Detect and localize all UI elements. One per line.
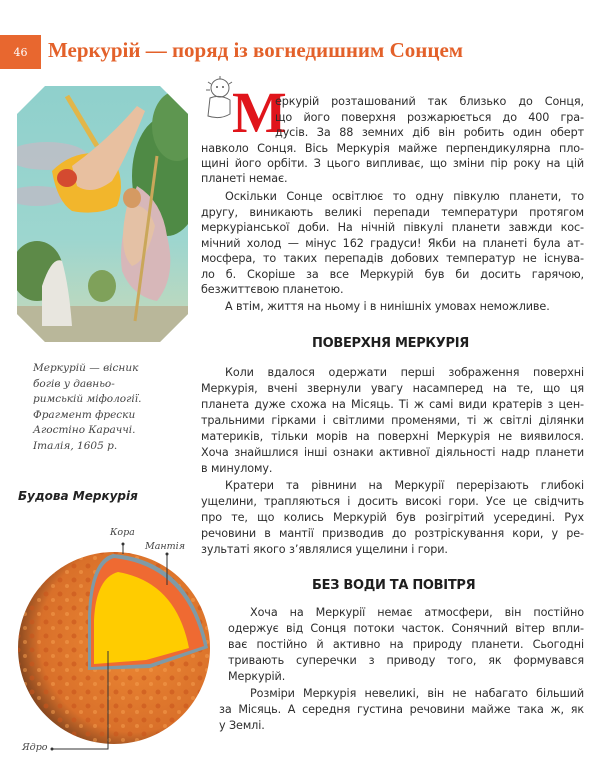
text-line: Оскільки Сонце освітлює то одну півкулю планети, то [225, 190, 584, 203]
text-line: мічний холод — мінус 162 градуси! Якби на планеті була ат- [201, 237, 584, 250]
fresco-painting [17, 86, 188, 342]
text-line: в минулому. [201, 462, 273, 475]
drop-cap: М [232, 80, 287, 145]
page-title: Меркурій — поряд із вогнедишним Сонцем [48, 38, 464, 62]
text-line: ло б. Скоріше за все Меркурій був би досить гарячою, [201, 268, 584, 281]
core-label: Ядро [22, 742, 48, 753]
text-line: про те, що колись Меркурій був розігрітий усередині. Рух [201, 511, 584, 524]
caption-line: римській міфології. [33, 393, 142, 405]
text-line: Меркурій. [228, 670, 286, 683]
text-line: зультаті якого з’являлися ущелини і гори. [201, 543, 448, 556]
crust-label: Кора [110, 527, 135, 538]
text-line: що його поверхня розжарюється до 400 гра- [275, 111, 584, 124]
text-line: Меркурія, вчені звернули увагу насамперед на те, що ця [201, 382, 584, 395]
caption-line: богів у давньо- [33, 377, 115, 390]
text-line: у Землі. [219, 719, 265, 732]
text-line: ває постійно й активно на природу планети. Сьогодні [228, 638, 584, 651]
text-line: речовини в мантії призводив до розтріскування кори, у ре- [201, 527, 584, 540]
text-line: Кратери та рівнини на Меркурії перерізають глибокі [225, 479, 584, 492]
mantle-label: Мантія [145, 541, 185, 552]
structure-diagram-title: Будова Меркурія [18, 489, 138, 503]
text-line: тривають суперечки з приводу того, як формувався [228, 654, 584, 667]
caption-line: Меркурій — вісник [33, 362, 139, 374]
text-line: Хоча на Меркурії немає атмосфери, він постійно [250, 606, 584, 619]
text-line: меркуріанської доби. На нічній півкулі планети завжди кос- [201, 221, 584, 234]
text-line: дусів. За 88 земних діб він робить один оберт [275, 126, 584, 139]
text-line: Хоча знайшлися інші ознаки активної діяльності надр планети [201, 446, 584, 459]
text-line: планеті немає. [201, 172, 288, 185]
text-line: материків, тільки морів на поверхні Меркурія не виявилося. [201, 430, 584, 443]
page-number: 46 [0, 35, 41, 69]
text-line: еркурій розташований так близько до Сонця, [275, 95, 584, 108]
text-line: одержує від Сонця потоки часток. Сонячний вітер впли- [228, 622, 584, 635]
text-line: безжиттєвою планетою. [201, 283, 344, 296]
caption-line: Агостіно Караччі. [33, 424, 136, 436]
text-line: тральними гірками і світлими променями, ті ж світлі ділянки [201, 414, 584, 427]
section-heading-surface: ПОВЕРХНЯ МЕРКУРІЯ [312, 336, 469, 351]
text-line: мосфера, то таких перепадів добових температур не існува- [201, 252, 584, 265]
caption-line: Фрагмент фрески [33, 408, 136, 421]
section-heading-water: БЕЗ ВОДИ ТА ПОВІТРЯ [312, 578, 476, 593]
text-line: ущелини, трапляються і досить високі гори. Усе це свідчить [201, 495, 584, 508]
text-line: другу, виникають великі перепади температури протягом [201, 206, 584, 219]
text-line: навколо Сонця. Вісь Меркурія майже перпендикулярна пло- [201, 142, 584, 155]
text-line: щині його орбіти. З цього випливає, що зміни пір року на цій [201, 157, 584, 170]
text-line: А втім, життя на ньому і в нинішніх умовах неможливе. [225, 300, 550, 313]
caption-line: Італія, 1605 р. [33, 439, 118, 452]
text-line: за Місяць. А середня густина речовини майже така ж, як [219, 703, 584, 716]
text-line: планета дуже схожа на Місяць. Ті ж самі види кратерів з цен- [201, 398, 584, 411]
painting-caption [33, 361, 142, 454]
text-line: Розміри Меркурія невеликі, він не набагато більший [250, 687, 584, 700]
text-line: Коли вдалося одержати перші зображення поверхні [225, 366, 584, 379]
